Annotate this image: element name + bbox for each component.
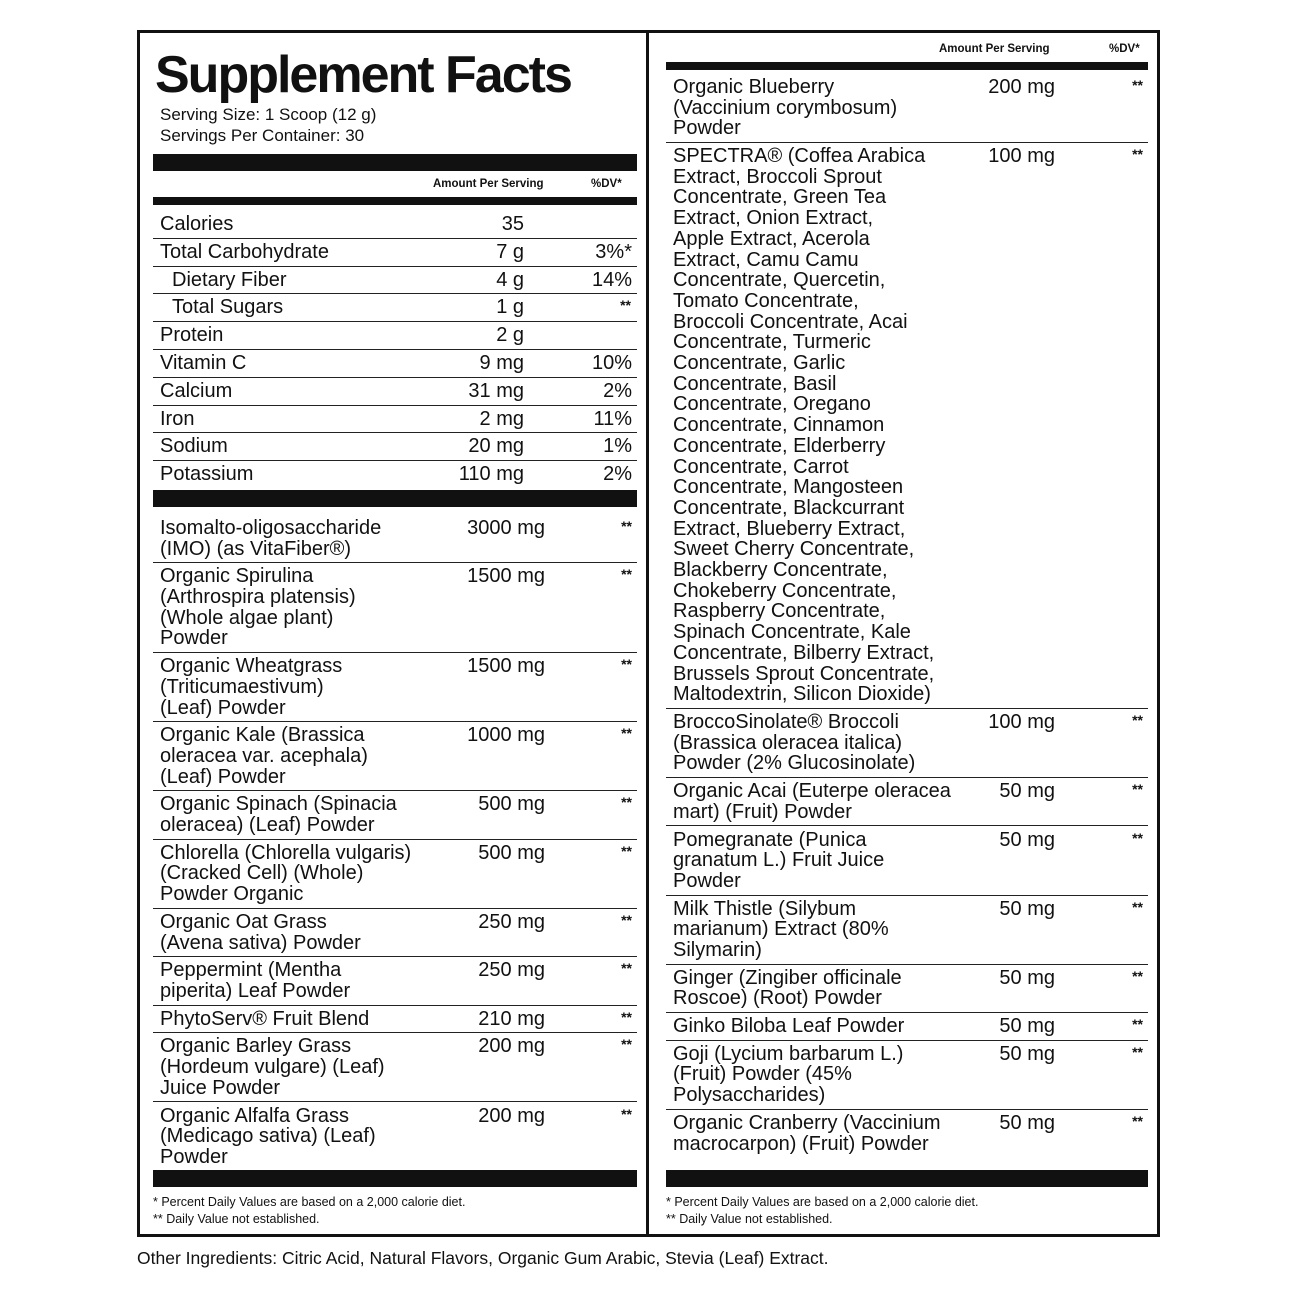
thick-divider	[666, 1170, 1148, 1187]
ingredient-dv: **	[1132, 898, 1143, 915]
supplement-facts-label	[137, 30, 1160, 1237]
ingredient-amount: 50 mg	[999, 1042, 1055, 1065]
ingredient-row	[153, 840, 637, 909]
ingredient-name-line: oleracea var. acephala)	[160, 744, 368, 767]
ingredient-row	[153, 1006, 637, 1034]
ingredient-name-line: Organic Acai (Euterpe oleracea	[673, 780, 951, 803]
ingredient-name-line: Concentrate, Carrot	[673, 455, 849, 478]
footnote-dv: * Percent Daily Values are based on a 2,000 calorie diet.	[153, 1195, 466, 1209]
ingredient-name-line: Extract, Broccoli Sprout	[673, 165, 882, 188]
ingredient-dv: **	[1132, 146, 1143, 163]
ingredient-name-line: Pomegranate (Punica	[673, 828, 867, 851]
nutrient-name: Vitamin C	[160, 352, 247, 374]
ingredient-row	[666, 1041, 1148, 1110]
nutrient-name: Iron	[160, 407, 195, 430]
ingredient-dv: **	[621, 566, 632, 583]
ingredient-name-line: Organic Barley Grass	[160, 1035, 352, 1058]
ingredient-name-line: SPECTRA® (Coffea Arabica	[673, 145, 926, 168]
ingredient-name-line: Isomalto-oligosaccharide	[160, 517, 382, 539]
ingredient-dv: **	[621, 842, 632, 859]
nutrient-row	[153, 433, 637, 461]
ingredient-dv: **	[621, 1008, 632, 1025]
ingredient-row	[666, 965, 1148, 1013]
ingredient-name-line: Brussels Sprout Concentrate,	[673, 662, 935, 685]
ingredient-name-line: Sweet Cherry Concentrate,	[673, 538, 915, 561]
ingredient-row	[153, 957, 637, 1005]
ingredient-row	[666, 778, 1148, 826]
nutrient-dv: 2%	[603, 379, 632, 402]
nutrient-amount: 9 mg	[479, 352, 524, 374]
ingredient-amount: 50 mg	[999, 1111, 1055, 1134]
thick-divider	[153, 1170, 637, 1187]
ingredient-dv: **	[1132, 967, 1143, 984]
ingredient-name-line: Extract, Blueberry Extract,	[673, 517, 906, 540]
ingredient-amount: 100 mg	[988, 711, 1055, 733]
ingredient-name-line: Organic Wheatgrass	[160, 655, 343, 678]
ingredient-amount: 50 mg	[999, 828, 1055, 851]
amount-header: Amount Per Serving	[433, 178, 544, 190]
ingredient-name-line: Goji (Lycium barbarum L.)	[673, 1042, 904, 1065]
ingredient-dv: **	[621, 656, 632, 673]
ingredient-dv: **	[621, 725, 632, 742]
nutrient-name: Calcium	[160, 379, 233, 402]
ingredient-row	[153, 653, 637, 722]
nutrient-dv: **	[620, 297, 631, 314]
nutrient-dv: 10%	[591, 352, 632, 374]
ingredient-amount: 250 mg	[478, 959, 545, 982]
ingredient-name-line: Powder (2% Glucosinolate)	[673, 752, 916, 775]
nutrient-amount: 7 g	[496, 240, 524, 263]
ingredient-amount: 210 mg	[478, 1007, 545, 1030]
ingredient-name-line: Raspberry Concentrate,	[673, 600, 886, 623]
ingredient-name-line: Extract, Camu Camu	[673, 248, 859, 271]
ingredient-name-line: Blackberry Concentrate,	[673, 559, 888, 582]
ingredient-name-line: Concentrate, Oregano	[673, 393, 871, 416]
ingredient-name-line: Organic Blueberry	[673, 76, 835, 98]
ingredient-dv: **	[1132, 1112, 1143, 1129]
ingredient-name-line: granatum L.) Fruit Juice	[673, 849, 885, 872]
ingredient-row	[666, 143, 1148, 709]
nutrient-row	[153, 322, 637, 350]
ingredient-name-line: Organic Cranberry (Vaccinium	[673, 1111, 941, 1134]
footnote-dv: * Percent Daily Values are based on a 2,000 calorie diet.	[666, 1195, 979, 1209]
nutrient-amount: 31 mg	[468, 379, 524, 402]
ingredient-name-line: Powder	[673, 869, 741, 892]
ingredient-name-line: Peppermint (Mentha	[160, 959, 342, 982]
ingredient-dv: **	[621, 1105, 632, 1122]
ingredient-name-line: (Vaccinium corymbosum)	[673, 96, 898, 119]
ingredient-name-line: (Whole algae plant)	[160, 606, 334, 629]
ingredient-dv: **	[621, 518, 632, 534]
ingredient-name-line: Juice Powder	[160, 1076, 281, 1099]
label-title: Supplement Facts	[155, 46, 571, 104]
dv-header: %DV*	[1109, 43, 1140, 55]
ingredient-name-line: Concentrate, Garlic	[673, 352, 846, 375]
servings-per-container: Servings Per Container: 30	[160, 126, 365, 145]
ingredient-name-line: Powder Organic	[160, 883, 304, 906]
nutrient-dv: 2%	[603, 463, 632, 486]
ingredient-name-line: mart) (Fruit) Powder	[673, 800, 852, 823]
ingredient-row	[153, 1033, 637, 1102]
ingredient-amount: 200 mg	[478, 1035, 545, 1058]
nutrient-amount: 110 mg	[458, 463, 524, 486]
ingredient-name-line: (Hordeum vulgare) (Leaf)	[160, 1056, 385, 1079]
ingredient-name-line: Concentrate, Quercetin,	[673, 269, 886, 292]
serving-size: Serving Size: 1 Scoop (12 g)	[160, 105, 377, 124]
nutrient-name: Dietary Fiber	[172, 268, 287, 291]
ingredient-amount: 50 mg	[999, 780, 1055, 803]
nutrient-amount: 4 g	[496, 268, 524, 291]
ingredient-dv: **	[621, 911, 632, 928]
ingredient-name-line: PhytoServ® Fruit Blend	[160, 1007, 370, 1030]
ingredient-dv: **	[621, 1036, 632, 1053]
ingredient-name-line: Concentrate, Bilberry Extract,	[673, 641, 935, 664]
ingredient-amount: 3000 mg	[467, 517, 545, 539]
ingredient-name-line: Organic Spirulina	[160, 565, 314, 588]
ingredient-amount: 500 mg	[478, 793, 545, 816]
nutrient-row	[153, 378, 637, 406]
nutrient-amount: 35	[501, 213, 524, 235]
nutrient-row	[153, 211, 637, 239]
ingredient-name-line: Organic Oat Grass	[160, 910, 327, 933]
nutrient-dv: 1%	[603, 435, 632, 458]
ingredient-name-line: (Leaf) Powder	[160, 696, 286, 719]
ingredient-amount: 1500 mg	[467, 565, 545, 588]
thick-divider	[153, 154, 637, 171]
ingredient-name-line: Ginger (Zingiber officinale	[673, 966, 902, 989]
dv-header: %DV*	[591, 178, 622, 190]
footnote-not-established: ** Daily Value not established.	[153, 1212, 320, 1226]
ingredient-row	[153, 515, 637, 563]
medium-divider	[153, 197, 637, 205]
ingredient-name-line: Extract, Onion Extract,	[673, 207, 874, 230]
ingredient-amount: 200 mg	[988, 76, 1055, 98]
footnote-not-established: ** Daily Value not established.	[666, 1212, 833, 1226]
nutrient-name: Sodium	[160, 435, 228, 458]
ingredient-name-line: macrocarpon) (Fruit) Powder	[673, 1132, 929, 1155]
nutrient-row	[153, 267, 637, 295]
nutrient-amount: 2 g	[496, 324, 524, 347]
nutrient-row	[153, 294, 637, 322]
ingredient-name-line: (Triticumaestivum)	[160, 675, 324, 698]
ingredient-dv: **	[1132, 829, 1143, 846]
ingredient-name-line: Roscoe) (Root) Powder	[673, 987, 882, 1010]
other-ingredients: Other Ingredients: Citric Acid, Natural Flavors, Organic Gum Arabic, Stevia (Leaf) Extract.	[137, 1248, 829, 1268]
ingredient-dv: **	[621, 794, 632, 811]
ingredient-name-line: Milk Thistle (Silybum	[673, 897, 856, 920]
ingredient-name-line: Chokeberry Concentrate,	[673, 579, 897, 602]
ingredient-name-line: (Fruit) Powder (45%	[673, 1063, 852, 1086]
ingredient-amount: 1000 mg	[467, 724, 545, 747]
ingredient-name-line: Organic Spinach (Spinacia	[160, 793, 397, 816]
ingredient-name-line: (IMO) (as VitaFiber®)	[160, 537, 352, 560]
ingredient-name-line: Maltodextrin, Silicon Dioxide)	[673, 683, 931, 706]
ingredient-name-line: (Brassica oleracea italica)	[673, 731, 902, 754]
ingredient-dv: **	[1132, 712, 1143, 728]
ingredient-name-line: (Medicago sativa) (Leaf)	[160, 1125, 376, 1148]
ingredient-name-line: Chlorella (Chlorella vulgaris)	[160, 841, 412, 864]
ingredient-name-line: BroccoSinolate® Broccoli	[673, 711, 899, 733]
ingredient-name-line: (Avena sativa) Powder	[160, 931, 361, 954]
nutrient-amount: 20 mg	[468, 435, 524, 458]
ingredient-name-line: Silymarin)	[673, 938, 762, 961]
nutrient-dv: 11%	[593, 407, 632, 430]
ingredient-dv: **	[1132, 77, 1143, 93]
nutrient-amount: 2 mg	[479, 407, 524, 430]
ingredient-dv: **	[1132, 1043, 1143, 1060]
ingredient-name-line: Powder	[160, 627, 228, 650]
ingredient-name-line: (Leaf) Powder	[160, 765, 286, 788]
ingredient-name-line: Concentrate, Turmeric	[673, 331, 871, 354]
nutrient-name: Calories	[160, 213, 234, 235]
ingredient-amount: 50 mg	[999, 1015, 1055, 1038]
ingredient-amount: 200 mg	[478, 1104, 545, 1127]
ingredient-name-line: Broccoli Concentrate, Acai	[673, 310, 908, 333]
ingredient-name-line: Concentrate, Cinnamon	[673, 414, 885, 437]
ingredient-name-line: marianum) Extract (80%	[673, 918, 889, 941]
ingredient-name-line: Concentrate, Green Tea	[673, 186, 887, 209]
ingredient-row	[666, 1013, 1148, 1041]
nutrient-name: Total Sugars	[172, 296, 284, 319]
ingredient-name-line: Apple Extract, Acerola	[673, 227, 870, 250]
ingredient-amount: 500 mg	[478, 841, 545, 864]
amount-header: Amount Per Serving	[939, 43, 1050, 55]
ingredient-row	[666, 827, 1148, 896]
ingredient-name-line: Organic Kale (Brassica	[160, 724, 365, 747]
ingredient-amount: 50 mg	[999, 897, 1055, 920]
ingredient-row	[153, 791, 637, 839]
nutrient-amount: 1 g	[496, 296, 524, 319]
ingredient-row	[666, 896, 1148, 965]
ingredient-row	[153, 563, 637, 653]
ingredient-name-line: Concentrate, Elderberry	[673, 434, 886, 457]
ingredient-dv: **	[1132, 1016, 1143, 1033]
ingredient-name-line: Ginko Biloba Leaf Powder	[673, 1015, 905, 1038]
nutrient-row	[153, 350, 637, 378]
nutrient-row	[153, 406, 637, 434]
ingredient-name-line: Powder	[160, 1145, 228, 1168]
ingredient-name-line: Concentrate, Blackcurrant	[673, 496, 905, 519]
nutrient-name: Potassium	[160, 463, 254, 486]
ingredient-row	[153, 909, 637, 957]
ingredient-amount: 250 mg	[478, 910, 545, 933]
column-divider	[646, 33, 649, 1234]
ingredient-row	[153, 722, 637, 791]
ingredient-name-line: (Arthrospira platensis)	[160, 586, 356, 609]
ingredient-name-line: Spinach Concentrate, Kale	[673, 621, 911, 644]
nutrient-name: Protein	[160, 324, 224, 347]
nutrient-dv: 14%	[591, 268, 632, 291]
ingredient-name-line: Tomato Concentrate,	[673, 289, 859, 312]
ingredient-name-line: (Cracked Cell) (Whole)	[160, 862, 364, 885]
ingredient-row	[666, 74, 1148, 143]
ingredient-name-line: oleracea) (Leaf) Powder	[160, 814, 375, 837]
ingredient-amount: 100 mg	[988, 145, 1055, 168]
ingredient-name-line: Concentrate, Mangosteen	[673, 476, 904, 499]
nutrient-row	[153, 239, 637, 267]
ingredient-name-line: Powder	[673, 117, 741, 140]
ingredient-dv: **	[621, 960, 632, 977]
ingredient-row	[666, 709, 1148, 778]
nutrient-name: Total Carbohydrate	[160, 240, 329, 263]
ingredient-name-line: piperita) Leaf Powder	[160, 979, 351, 1002]
ingredient-name-line: Organic Alfalfa Grass	[160, 1104, 349, 1127]
ingredient-amount: 50 mg	[999, 966, 1055, 989]
medium-divider	[666, 62, 1148, 70]
thick-divider	[153, 490, 637, 507]
ingredient-row	[153, 1103, 637, 1171]
nutrient-dv: 3%*	[595, 240, 632, 263]
ingredient-amount: 1500 mg	[467, 655, 545, 678]
ingredient-name-line: Concentrate, Basil	[673, 372, 837, 395]
ingredient-row	[666, 1110, 1148, 1170]
ingredient-name-line: Polysaccharides)	[673, 1084, 826, 1107]
nutrient-row	[153, 461, 637, 489]
ingredient-dv: **	[1132, 781, 1143, 798]
